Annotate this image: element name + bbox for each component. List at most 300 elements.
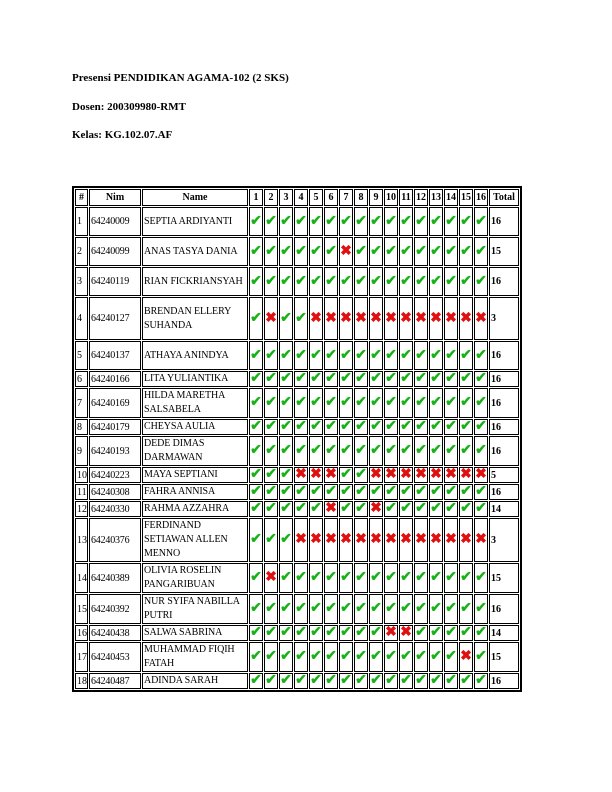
check-icon: ✔ — [310, 419, 322, 434]
check-icon: ✔ — [355, 371, 367, 386]
cross-icon: ✖ — [339, 237, 353, 266]
check-icon: ✔ — [460, 625, 472, 640]
check-icon: ✔ — [354, 388, 368, 418]
table-row — [75, 436, 519, 466]
cross-icon: ✖ — [325, 467, 337, 482]
student-name: MAYA SEPTIANI — [142, 467, 248, 483]
check-icon: ✔ — [415, 501, 427, 516]
check-icon: ✔ — [249, 594, 263, 624]
check-icon: ✔ — [249, 267, 263, 296]
check-icon: ✔ — [415, 673, 427, 688]
cross-icon: ✖ — [370, 467, 382, 482]
check-icon: ✔ — [325, 484, 337, 499]
student-name: LITA YULIANTIKA — [142, 371, 248, 387]
check-icon: ✔ — [445, 419, 457, 434]
table-row — [75, 563, 519, 593]
table-row — [75, 419, 519, 435]
check-icon: ✔ — [444, 436, 458, 466]
check-icon: ✔ — [429, 267, 443, 296]
column-header-no: # — [75, 189, 88, 206]
check-icon: ✔ — [264, 436, 278, 466]
cross-icon: ✖ — [459, 297, 473, 340]
check-icon: ✔ — [339, 341, 353, 370]
check-icon: ✔ — [294, 207, 308, 236]
check-icon: ✔ — [339, 436, 353, 466]
check-icon: ✔ — [385, 371, 397, 386]
check-icon: ✔ — [444, 237, 458, 266]
check-icon: ✔ — [279, 388, 293, 418]
student-nim: 64240453 — [89, 642, 141, 672]
check-icon: ✔ — [265, 484, 277, 499]
check-icon: ✔ — [474, 642, 488, 672]
check-icon: ✔ — [400, 501, 412, 516]
check-icon: ✔ — [370, 484, 382, 499]
check-icon: ✔ — [369, 594, 383, 624]
student-nim: 64240389 — [89, 563, 141, 593]
check-icon: ✔ — [279, 594, 293, 624]
row-number: 14 — [75, 563, 88, 593]
cross-icon: ✖ — [415, 467, 427, 482]
check-icon: ✔ — [324, 341, 338, 370]
table-row — [75, 267, 519, 296]
check-icon: ✔ — [325, 371, 337, 386]
student-nim: 64240223 — [89, 467, 141, 483]
column-header-meeting: 15 — [459, 189, 473, 206]
row-number: 4 — [75, 297, 88, 340]
check-icon: ✔ — [264, 237, 278, 266]
check-icon: ✔ — [399, 563, 413, 593]
student-name: SEPTIA ARDIYANTI — [142, 207, 248, 236]
check-icon: ✔ — [249, 642, 263, 672]
check-icon: ✔ — [294, 237, 308, 266]
cross-icon: ✖ — [309, 297, 323, 340]
table-row — [75, 594, 519, 624]
check-icon: ✔ — [475, 484, 487, 499]
check-icon: ✔ — [429, 237, 443, 266]
lecturer-id: 200309980-RMT — [107, 101, 186, 113]
check-icon: ✔ — [445, 501, 457, 516]
check-icon: ✔ — [385, 673, 397, 688]
total-count: 16 — [489, 267, 519, 296]
check-icon: ✔ — [369, 563, 383, 593]
check-icon: ✔ — [340, 501, 352, 516]
column-header-meeting: 11 — [399, 189, 413, 206]
student-name: NUR SYIFA NABILLA PUTRI — [142, 594, 248, 624]
row-number: 18 — [75, 673, 88, 689]
row-number: 9 — [75, 436, 88, 466]
check-icon: ✔ — [325, 673, 337, 688]
check-icon: ✔ — [355, 419, 367, 434]
check-icon: ✔ — [444, 388, 458, 418]
total-count: 3 — [489, 518, 519, 562]
check-icon: ✔ — [444, 267, 458, 296]
check-icon: ✔ — [340, 467, 352, 482]
check-icon: ✔ — [444, 563, 458, 593]
check-icon: ✔ — [324, 642, 338, 672]
check-icon: ✔ — [399, 237, 413, 266]
column-header-meeting: 4 — [294, 189, 308, 206]
check-icon: ✔ — [385, 484, 397, 499]
check-icon: ✔ — [265, 501, 277, 516]
column-header-meeting: 10 — [384, 189, 398, 206]
lecturer-label: Dosen: — [72, 101, 105, 113]
check-icon: ✔ — [294, 563, 308, 593]
table-row — [75, 388, 519, 418]
row-number: 17 — [75, 642, 88, 672]
row-number: 5 — [75, 341, 88, 370]
check-icon: ✔ — [294, 642, 308, 672]
table-row — [75, 237, 519, 266]
check-icon: ✔ — [279, 207, 293, 236]
table-row — [75, 207, 519, 236]
row-number: 6 — [75, 371, 88, 387]
check-icon: ✔ — [430, 419, 442, 434]
total-count: 3 — [489, 297, 519, 340]
check-icon: ✔ — [385, 419, 397, 434]
student-name: ATHAYA ANINDYA — [142, 341, 248, 370]
student-name: RIAN FICKRIANSYAH — [142, 267, 248, 296]
check-icon: ✔ — [459, 563, 473, 593]
check-icon: ✔ — [474, 436, 488, 466]
check-icon: ✔ — [265, 673, 277, 688]
cross-icon: ✖ — [385, 625, 397, 640]
check-icon: ✔ — [460, 419, 472, 434]
check-icon: ✔ — [280, 371, 292, 386]
row-number: 13 — [75, 518, 88, 562]
check-icon: ✔ — [264, 207, 278, 236]
check-icon: ✔ — [250, 371, 262, 386]
column-header-meeting: 2 — [264, 189, 278, 206]
class-code: KG.102.07.AF — [104, 129, 173, 141]
check-icon: ✔ — [414, 642, 428, 672]
check-icon: ✔ — [295, 484, 307, 499]
check-icon: ✔ — [384, 436, 398, 466]
cross-icon: ✖ — [429, 297, 443, 340]
check-icon: ✔ — [459, 341, 473, 370]
check-icon: ✔ — [279, 341, 293, 370]
student-nim: 64240127 — [89, 297, 141, 340]
check-icon: ✔ — [324, 436, 338, 466]
check-icon: ✔ — [249, 518, 263, 562]
check-icon: ✔ — [249, 388, 263, 418]
check-icon: ✔ — [294, 267, 308, 296]
check-icon: ✔ — [324, 237, 338, 266]
student-nim: 64240009 — [89, 207, 141, 236]
cross-icon: ✖ — [310, 467, 322, 482]
column-header-meeting: 9 — [369, 189, 383, 206]
student-nim: 64240487 — [89, 673, 141, 689]
student-nim: 64240438 — [89, 625, 141, 641]
student-name: DEDE DIMAS DARMAWAN — [142, 436, 248, 466]
column-header-nim: Nim — [89, 189, 141, 206]
cross-icon: ✖ — [444, 518, 458, 562]
check-icon: ✔ — [324, 207, 338, 236]
check-icon: ✔ — [279, 297, 293, 340]
cross-icon: ✖ — [474, 297, 488, 340]
total-count: 16 — [489, 341, 519, 370]
check-icon: ✔ — [414, 594, 428, 624]
check-icon: ✔ — [310, 484, 322, 499]
check-icon: ✔ — [430, 625, 442, 640]
cross-icon: ✖ — [384, 297, 398, 340]
check-icon: ✔ — [445, 371, 457, 386]
column-header-meeting: 5 — [309, 189, 323, 206]
student-nim: 64240169 — [89, 388, 141, 418]
check-icon: ✔ — [264, 594, 278, 624]
check-icon: ✔ — [354, 237, 368, 266]
check-icon: ✔ — [445, 625, 457, 640]
row-number: 15 — [75, 594, 88, 624]
check-icon: ✔ — [354, 436, 368, 466]
total-count: 14 — [489, 625, 519, 641]
row-number: 10 — [75, 467, 88, 483]
cross-icon: ✖ — [294, 518, 308, 562]
check-icon: ✔ — [279, 642, 293, 672]
check-icon: ✔ — [339, 594, 353, 624]
check-icon: ✔ — [249, 436, 263, 466]
total-count: 16 — [489, 207, 519, 236]
check-icon: ✔ — [415, 371, 427, 386]
check-icon: ✔ — [250, 501, 262, 516]
check-icon: ✔ — [430, 484, 442, 499]
check-icon: ✔ — [370, 419, 382, 434]
check-icon: ✔ — [339, 388, 353, 418]
check-icon: ✔ — [369, 267, 383, 296]
check-icon: ✔ — [474, 563, 488, 593]
check-icon: ✔ — [310, 371, 322, 386]
check-icon: ✔ — [385, 501, 397, 516]
check-icon: ✔ — [324, 267, 338, 296]
column-header-meeting: 1 — [249, 189, 263, 206]
check-icon: ✔ — [354, 267, 368, 296]
check-icon: ✔ — [279, 518, 293, 562]
column-header-total: Total — [489, 189, 519, 206]
check-icon: ✔ — [264, 518, 278, 562]
check-icon: ✔ — [309, 642, 323, 672]
check-icon: ✔ — [310, 673, 322, 688]
total-count: 16 — [489, 594, 519, 624]
check-icon: ✔ — [459, 267, 473, 296]
student-nim: 64240330 — [89, 501, 141, 517]
class-line — [72, 129, 172, 141]
table-row — [75, 371, 519, 387]
check-icon: ✔ — [264, 341, 278, 370]
check-icon: ✔ — [474, 207, 488, 236]
check-icon: ✔ — [354, 341, 368, 370]
row-number: 1 — [75, 207, 88, 236]
check-icon: ✔ — [369, 388, 383, 418]
check-icon: ✔ — [399, 267, 413, 296]
check-icon: ✔ — [280, 501, 292, 516]
check-icon: ✔ — [265, 419, 277, 434]
student-name: FAHRA ANNISA — [142, 484, 248, 500]
check-icon: ✔ — [429, 388, 443, 418]
check-icon: ✔ — [429, 207, 443, 236]
check-icon: ✔ — [265, 625, 277, 640]
total-count: 16 — [489, 484, 519, 500]
check-icon: ✔ — [369, 642, 383, 672]
check-icon: ✔ — [370, 625, 382, 640]
check-icon: ✔ — [474, 341, 488, 370]
check-icon: ✔ — [324, 388, 338, 418]
cross-icon: ✖ — [459, 518, 473, 562]
check-icon: ✔ — [264, 388, 278, 418]
check-icon: ✔ — [459, 237, 473, 266]
cross-icon: ✖ — [444, 297, 458, 340]
check-icon: ✔ — [325, 419, 337, 434]
check-icon: ✔ — [429, 341, 443, 370]
table-row — [75, 673, 519, 689]
check-icon: ✔ — [429, 642, 443, 672]
check-icon: ✔ — [475, 625, 487, 640]
cross-icon: ✖ — [309, 518, 323, 562]
check-icon: ✔ — [444, 341, 458, 370]
check-icon: ✔ — [399, 594, 413, 624]
check-icon: ✔ — [309, 388, 323, 418]
cross-icon: ✖ — [339, 518, 353, 562]
cross-icon: ✖ — [399, 518, 413, 562]
total-count: 16 — [489, 419, 519, 435]
check-icon: ✔ — [384, 267, 398, 296]
cross-icon: ✖ — [460, 467, 472, 482]
check-icon: ✔ — [460, 484, 472, 499]
check-icon: ✔ — [355, 467, 367, 482]
check-icon: ✔ — [355, 673, 367, 688]
row-number: 7 — [75, 388, 88, 418]
cross-icon: ✖ — [445, 467, 457, 482]
cross-icon: ✖ — [354, 518, 368, 562]
check-icon: ✔ — [474, 388, 488, 418]
student-name: CHEYSA AULIA — [142, 419, 248, 435]
column-header-meeting: 7 — [339, 189, 353, 206]
cross-icon: ✖ — [370, 501, 382, 516]
check-icon: ✔ — [460, 501, 472, 516]
check-icon: ✔ — [355, 625, 367, 640]
check-icon: ✔ — [324, 563, 338, 593]
check-icon: ✔ — [295, 371, 307, 386]
student-nim: 64240193 — [89, 436, 141, 466]
student-nim: 64240166 — [89, 371, 141, 387]
table-row — [75, 642, 519, 672]
lecturer-line — [72, 101, 186, 113]
student-name: BRENDAN ELLERY SUHANDA — [142, 297, 248, 340]
check-icon: ✔ — [325, 625, 337, 640]
total-count: 15 — [489, 563, 519, 593]
check-icon: ✔ — [430, 673, 442, 688]
course-title — [72, 72, 289, 84]
check-icon: ✔ — [399, 341, 413, 370]
table-body — [75, 207, 519, 689]
check-icon: ✔ — [429, 436, 443, 466]
check-icon: ✔ — [339, 267, 353, 296]
total-count: 5 — [489, 467, 519, 483]
check-icon: ✔ — [475, 419, 487, 434]
check-icon: ✔ — [384, 341, 398, 370]
check-icon: ✔ — [384, 563, 398, 593]
check-icon: ✔ — [414, 436, 428, 466]
check-icon: ✔ — [250, 484, 262, 499]
check-icon: ✔ — [279, 237, 293, 266]
cross-icon: ✖ — [400, 625, 412, 640]
student-nim: 64240137 — [89, 341, 141, 370]
check-icon: ✔ — [400, 673, 412, 688]
check-icon: ✔ — [309, 267, 323, 296]
check-icon: ✔ — [399, 642, 413, 672]
check-icon: ✔ — [354, 594, 368, 624]
check-icon: ✔ — [444, 642, 458, 672]
check-icon: ✔ — [340, 484, 352, 499]
table-row — [75, 467, 519, 483]
check-icon: ✔ — [280, 467, 292, 482]
student-name: ADINDA SARAH — [142, 673, 248, 689]
check-icon: ✔ — [280, 673, 292, 688]
student-name: ANAS TASYA DANIA — [142, 237, 248, 266]
check-icon: ✔ — [459, 594, 473, 624]
student-name: MUHAMMAD FIQIH FATAH — [142, 642, 248, 672]
check-icon: ✔ — [280, 484, 292, 499]
cross-icon: ✖ — [339, 297, 353, 340]
check-icon: ✔ — [460, 371, 472, 386]
check-icon: ✔ — [399, 388, 413, 418]
check-icon: ✔ — [445, 484, 457, 499]
cross-icon: ✖ — [369, 297, 383, 340]
check-icon: ✔ — [294, 388, 308, 418]
table-row — [75, 341, 519, 370]
cross-icon: ✖ — [354, 297, 368, 340]
presensi-label: Presensi — [72, 72, 111, 84]
check-icon: ✔ — [414, 341, 428, 370]
check-icon: ✔ — [475, 501, 487, 516]
check-icon: ✔ — [430, 371, 442, 386]
row-number: 16 — [75, 625, 88, 641]
check-icon: ✔ — [309, 594, 323, 624]
cross-icon: ✖ — [324, 518, 338, 562]
column-header-meeting: 12 — [414, 189, 428, 206]
class-label: Kelas: — [72, 129, 102, 141]
cross-icon: ✖ — [474, 518, 488, 562]
student-nim: 64240179 — [89, 419, 141, 435]
check-icon: ✔ — [340, 673, 352, 688]
check-icon: ✔ — [310, 625, 322, 640]
check-icon: ✔ — [294, 297, 308, 340]
check-icon: ✔ — [294, 341, 308, 370]
cross-icon: ✖ — [385, 467, 397, 482]
check-icon: ✔ — [400, 371, 412, 386]
row-number: 8 — [75, 419, 88, 435]
check-icon: ✔ — [474, 594, 488, 624]
check-icon: ✔ — [309, 207, 323, 236]
check-icon: ✔ — [474, 267, 488, 296]
check-icon: ✔ — [249, 297, 263, 340]
check-icon: ✔ — [340, 371, 352, 386]
cross-icon: ✖ — [414, 297, 428, 340]
row-number: 2 — [75, 237, 88, 266]
column-header-meeting: 6 — [324, 189, 338, 206]
column-header-name: Name — [142, 189, 248, 206]
check-icon: ✔ — [309, 436, 323, 466]
check-icon: ✔ — [414, 388, 428, 418]
check-icon: ✔ — [250, 467, 262, 482]
cross-icon: ✖ — [295, 467, 307, 482]
cross-icon: ✖ — [264, 563, 278, 593]
check-icon: ✔ — [475, 673, 487, 688]
check-icon: ✔ — [384, 207, 398, 236]
check-icon: ✔ — [384, 594, 398, 624]
check-icon: ✔ — [249, 563, 263, 593]
check-icon: ✔ — [309, 237, 323, 266]
check-icon: ✔ — [459, 388, 473, 418]
total-count: 15 — [489, 237, 519, 266]
